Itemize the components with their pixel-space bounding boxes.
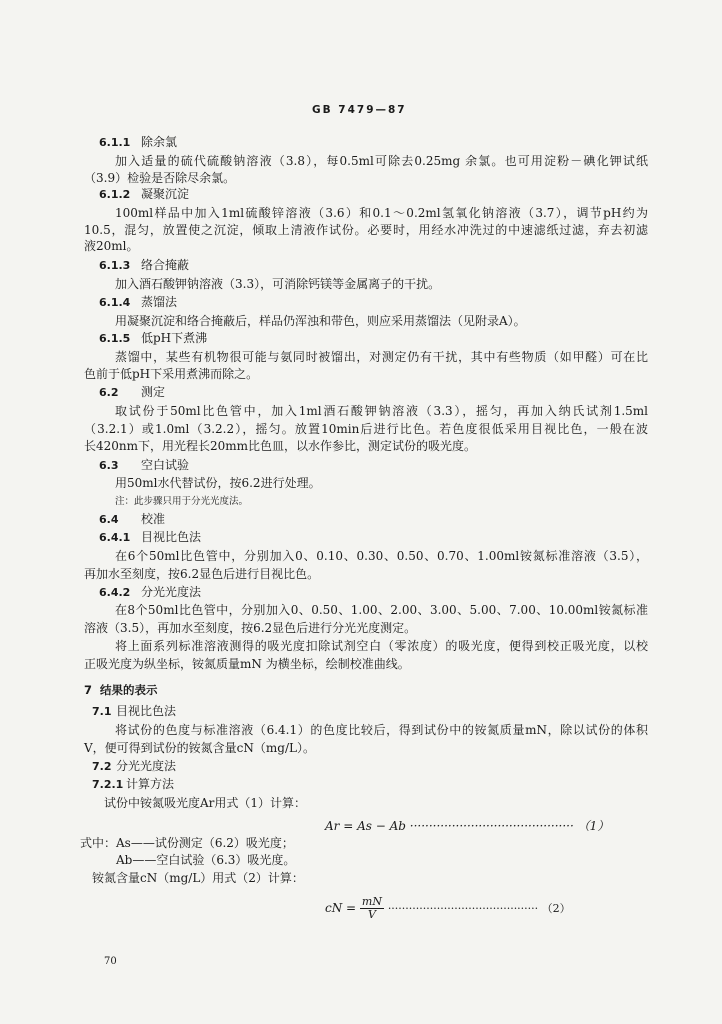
paragraph-line: 再加水至刻度，按6.2显色后进行目视比色。: [84, 567, 320, 581]
paragraph-line: 取试份于50ml比色管中，加入1ml酒石酸钾钠溶液（3.3），摇匀，再加入纳氏试剂1.5ml: [115, 404, 648, 418]
section-number: 6.1.5: [99, 332, 131, 345]
section-title: 低pH下煮沸: [141, 331, 208, 345]
paragraph-line: 将试份的色度与标准溶液（6.4.1）的色度比较后，得到试份中的铵氮质量mN，除以试份的体积: [115, 723, 648, 737]
section-number: 7.2: [92, 760, 112, 773]
fraction-denominator: V: [367, 908, 376, 921]
section-number: 6.2: [99, 386, 119, 399]
section-title: 蒸馏法: [141, 295, 178, 309]
section-number: 6.1.2: [99, 188, 131, 201]
paragraph-line: 将上面系列标准溶液测得的吸光度扣除试剂空白（零浓度）的吸光度，便得到校正吸光度，以校: [115, 639, 648, 653]
equation-2: [325, 896, 571, 921]
section-number: 7: [84, 683, 93, 697]
section-title: 目视比色法: [141, 530, 202, 544]
section-title: 校准: [141, 512, 166, 526]
paragraph-line: 正吸光度为纵坐标，铵氮质量mN 为横坐标，绘制校准曲线。: [84, 657, 410, 671]
paragraph-line: 蒸馏中，某些有机物很可能与氨同时被馏出，对测定仍有干扰，其中有些物质（如甲醛）可在比: [115, 350, 648, 364]
paragraph-line: 溶液（3.5），再加水至刻度，按6.2显色后进行分光光度测定。: [84, 621, 417, 635]
section-number: 6.3: [99, 459, 119, 472]
section-6-4-2-heading: [99, 584, 201, 601]
section-6-1-5-heading: [99, 330, 207, 347]
paragraph-line: 在6个50ml比色管中，分别加入0、0.10、0.30、0.50、0.70、1.00ml铵氮标准溶液（3.5），: [115, 549, 648, 563]
paragraph-line: 用凝聚沉淀和络合掩蔽后，样品仍浑浊和带色，则应采用蒸馏法（见附录A）。: [115, 314, 526, 328]
section-number: 6.4.1: [99, 531, 131, 544]
section-number: 7.1: [92, 705, 112, 718]
section-number: 6.1.4: [99, 296, 131, 309]
section-number: 7.2.1: [92, 778, 124, 791]
section-title: 结果的表示: [100, 683, 158, 697]
section-6-1-2-heading: [99, 186, 189, 203]
section-title: 分光光度法: [141, 585, 202, 599]
paragraph-line: 加入酒石酸钾钠溶液（3.3），可消除钙镁等金属离子的干扰。: [115, 277, 441, 291]
fraction: [360, 896, 384, 921]
paragraph-line: V，便可得到试份的铵氮含量cN（mg/L）。: [84, 741, 315, 755]
section-title: 络合掩蔽: [141, 258, 190, 272]
section-title: 空白试验: [141, 458, 190, 472]
paragraph-line: 色前于低pH下采用煮沸而除之。: [84, 367, 259, 381]
section-6-3-heading: [99, 457, 189, 474]
section-6-1-4-heading: [99, 294, 177, 311]
section-title: 分光光度法: [116, 759, 177, 773]
section-title: 测定: [141, 385, 166, 399]
paragraph-line: 用50ml水代替试份，按6.2进行处理。: [115, 476, 321, 490]
section-number: 6.1.3: [99, 259, 131, 272]
section-6-1-3-heading: [99, 257, 189, 274]
note: 注：此步骤只用于分光光度法。: [115, 496, 249, 507]
paragraph-line: （3.9）检验是否除尽余氯。: [84, 171, 236, 185]
section-number: 6.4.2: [99, 586, 131, 599]
paragraph-line: 长420nm下，用光程长20mm比色皿，以水作参比，测定试份的吸光度。: [84, 439, 477, 453]
section-7-2-heading: [92, 758, 176, 775]
equation-dots: ··········································· （2）: [387, 902, 571, 915]
section-6-2-heading: [99, 384, 165, 401]
paragraph-line: 100ml样品中加入1ml硫酸锌溶液（3.6）和0.1～0.2ml氢氧化钠溶液（3.7），调节pH约为: [115, 206, 648, 220]
page-number: 70: [104, 956, 117, 967]
section-number: 6.1.1: [99, 136, 131, 149]
section-title: 目视比色法: [116, 704, 177, 718]
section-7-heading: [84, 682, 158, 698]
equation-lhs: cN =: [325, 901, 357, 915]
section-7-2-1-heading: [92, 776, 174, 793]
section-number: 6.4: [99, 513, 119, 526]
page-header: GB 7479—87: [312, 104, 407, 116]
paragraph-line: 10.5，混匀，放置使之沉淀，倾取上清液作试份。必要时，用经水冲洗过的中速滤纸过滤，弃去初滤: [84, 223, 648, 237]
paragraph-line: 在8个50ml比色管中，分别加入0、0.50、1.00、2.00、3.00、5.00、7.00、10.00ml铵氮标准: [115, 603, 648, 617]
equation-1: Ar = As − Ab ··········································· （1）: [325, 819, 610, 833]
where-line: Ab——空白试验（6.3）吸光度。: [116, 853, 296, 867]
where-line: 式中：As——试份测定（6.2）吸光度；: [80, 836, 294, 850]
paragraph-line: 铵氮含量cN（mg/L）用式（2）计算：: [92, 871, 304, 885]
section-title: 凝聚沉淀: [141, 187, 190, 201]
section-6-4-heading: [99, 511, 165, 528]
section-6-4-1-heading: [99, 529, 201, 546]
section-title: 除余氯: [141, 135, 178, 149]
section-7-1-heading: [92, 703, 176, 720]
section-title: 计算方法: [126, 777, 175, 791]
paragraph-line: 试份中铵氮吸光度Ar用式（1）计算：: [104, 796, 307, 810]
paragraph-line: 液20ml。: [84, 239, 139, 253]
fraction-numerator: mN: [361, 895, 382, 908]
paragraph-line: 加入适量的硫代硫酸钠溶液（3.8），每0.5ml可除去0.25mg 余氯。也可用淀粉－碘化钾试纸: [115, 154, 648, 168]
paragraph-line: （3.2.1）或1.0ml（3.2.2），摇匀。放置10min后进行比色。若色度很低采用目视比色，一般在波: [84, 422, 648, 436]
section-6-1-1-heading: [99, 134, 177, 151]
